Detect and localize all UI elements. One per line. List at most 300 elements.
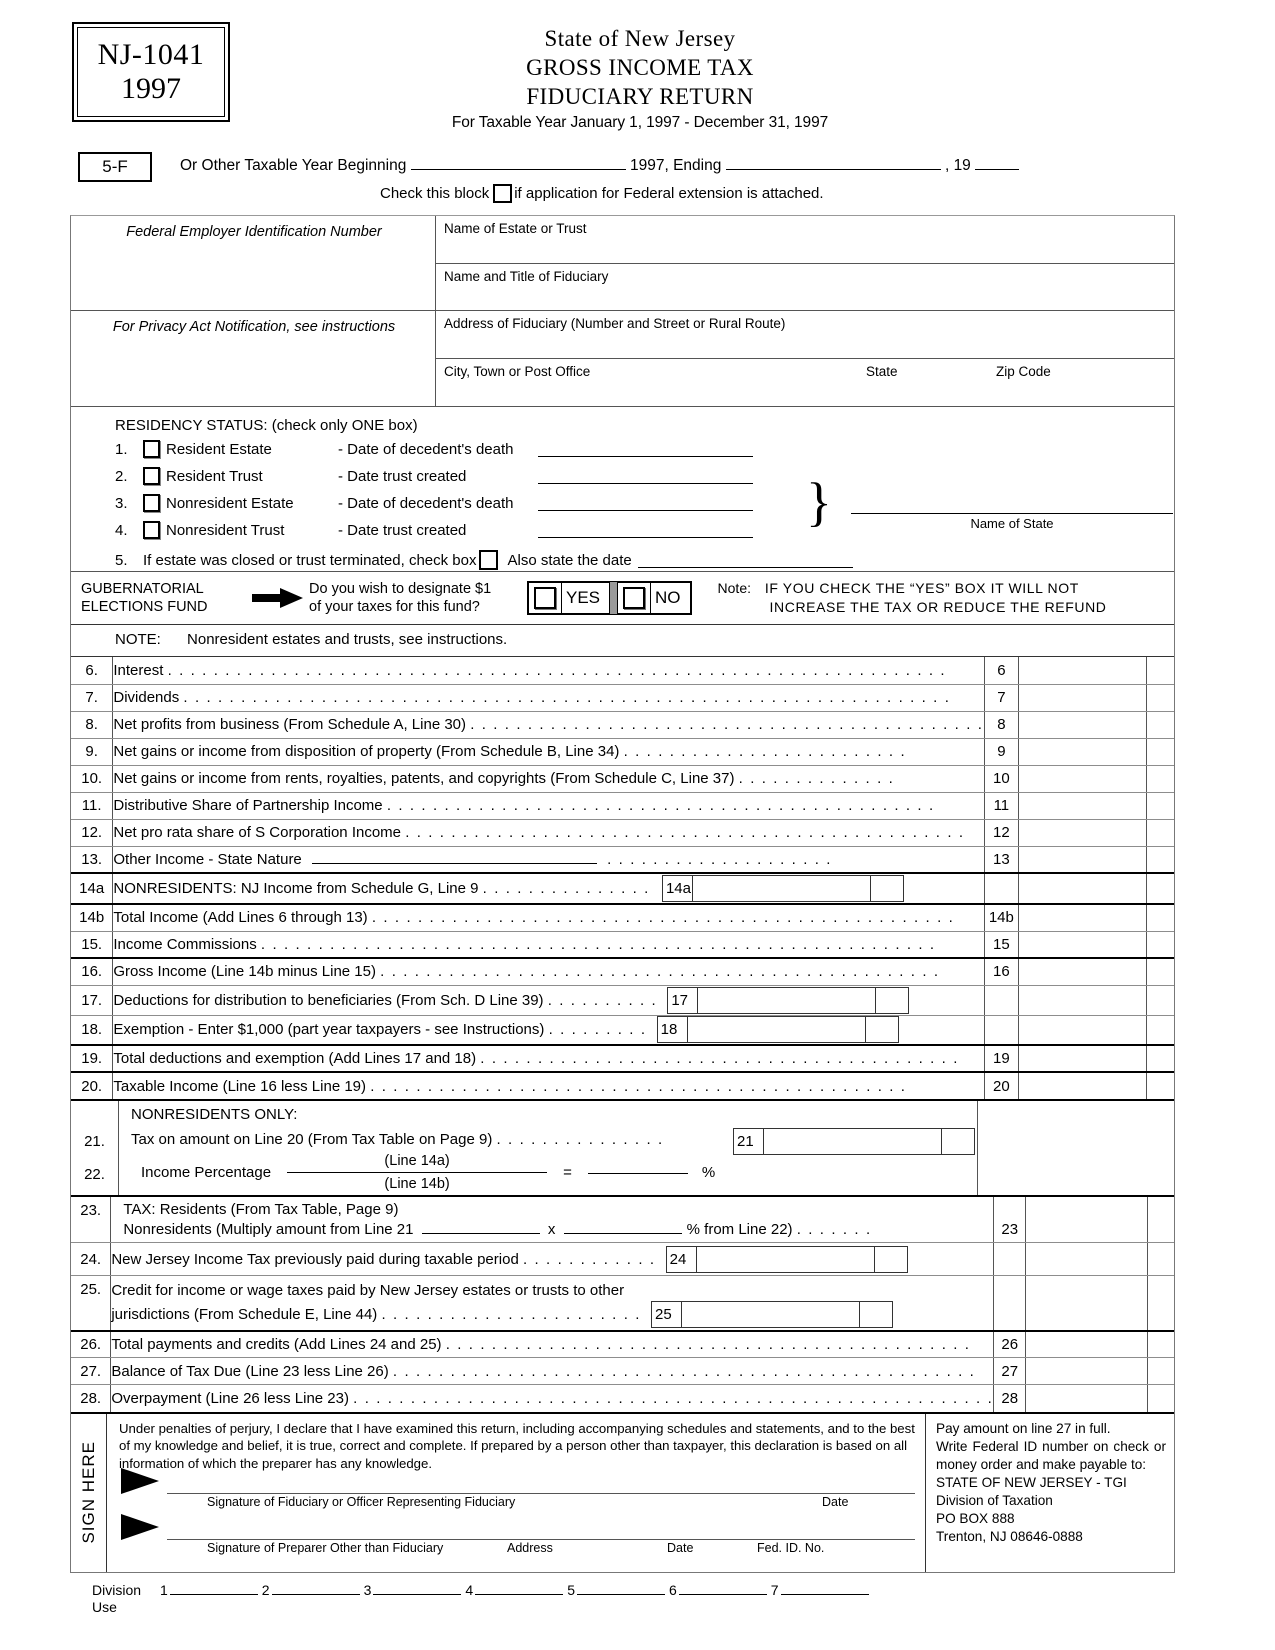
preparer-signature-field[interactable]: [167, 1524, 915, 1540]
cents-field-13[interactable]: [1146, 846, 1174, 873]
amount-field-23[interactable]: [1026, 1197, 1148, 1243]
amount-field-11[interactable]: [1019, 792, 1146, 819]
name-of-fiduciary-cell[interactable]: [436, 264, 1174, 312]
residency-label-3: Nonresident Estate: [166, 494, 294, 512]
fraction-bar: [287, 1172, 547, 1173]
gubernatorial-title-line1: GUBERNATORIAL: [81, 580, 204, 597]
division-use-item-5[interactable]: [567, 1582, 665, 1598]
line-number-17: 17.: [71, 985, 113, 1015]
gubernatorial-note-prefix: Note:: [717, 580, 751, 597]
line-number-21: 21.: [84, 1133, 105, 1150]
amount-blank-24: [1026, 1243, 1148, 1276]
fiduciary-signature-captions: [167, 1494, 915, 1512]
line-desc-18: [113, 1015, 984, 1045]
line23-percent-entry-field[interactable]: [564, 1220, 682, 1234]
gubernatorial-no-option[interactable]: [617, 582, 691, 614]
leader-dots: . . . . . . . . . . . . . .: [738, 770, 895, 787]
identification-block: [71, 216, 1174, 407]
line-number-22: 22.: [84, 1166, 105, 1183]
line-box-number-26: 26: [994, 1331, 1026, 1358]
residency-checkbox-nonresident-trust[interactable]: [143, 521, 160, 539]
amount-field-15[interactable]: [1019, 931, 1146, 958]
line23-multiply-sign: x: [547, 1221, 556, 1238]
amount-field-28[interactable]: [1026, 1385, 1148, 1412]
line-box-number-27: 27: [994, 1358, 1026, 1385]
division-use-num-4: 4: [465, 1582, 474, 1598]
line-desc-text-15: Income Commissions: [113, 935, 257, 953]
inline-amount-field-18[interactable]: [688, 1017, 866, 1042]
leader-dots: . . . . . . . . . . . . . . . . . . . . . . . . . . . . . . . . . . . . . . . . . . . . . . .: [370, 1077, 907, 1095]
name-of-state-group: [851, 500, 1173, 531]
inline-cents-field-17[interactable]: [876, 988, 908, 1013]
income-percentage-label: Income Percentage: [141, 1164, 272, 1181]
line-desc-text-17: Deductions for distribution to beneficiaries (From Sch. D Line 39): [113, 991, 544, 1009]
pay-instruction-line1: Pay amount on line 27 in full.: [936, 1420, 1111, 1436]
pay-pobox: PO BOX 888: [936, 1510, 1015, 1526]
gubernatorial-no-label: NO: [650, 583, 690, 613]
gubernatorial-note-line2: INCREASE THE TAX OR REDUCE THE REFUND: [769, 599, 1107, 615]
cents-field-23[interactable]: [1147, 1197, 1174, 1243]
title-state: State of New Jersey: [544, 26, 736, 51]
division-use-item-6[interactable]: [669, 1582, 767, 1598]
residency-label-1: Resident Estate: [166, 440, 272, 458]
estate-closed-checkbox[interactable]: [479, 550, 498, 570]
leader-dots: . . . . . . . . . . . . . . . . . . . . . . . . . . . . . . . . . . . . . . . . . . . . .: [470, 716, 984, 733]
inline-box-number-17: 17: [668, 988, 698, 1013]
other-year-19-field[interactable]: [975, 155, 1019, 170]
nonresident-note-row: [71, 625, 1174, 657]
residency-checkbox-resident-trust[interactable]: [143, 467, 160, 485]
gubernatorial-yes-checkbox[interactable]: [534, 587, 556, 609]
inline-entry-24[interactable]: [666, 1246, 908, 1273]
income-percentage-result-field[interactable]: [588, 1172, 688, 1174]
cents-field-11[interactable]: [1146, 792, 1174, 819]
line-desc-text-8: Net profits from business (From Schedule A, Line 30): [113, 716, 467, 733]
line-desc-text-6: Interest: [113, 661, 164, 679]
residency-row5-also-label: Also state the date: [507, 551, 632, 569]
leader-dots: . . . . . . . . . . . . . . . . . . . . . . . . . . . . . . . . . . . . . . . . . . . . . . . . .: [380, 963, 940, 981]
gubernatorial-yesno-group: [527, 581, 692, 615]
line23-residents-text: TAX: Residents (From Tax Table, Page 9): [123, 1201, 399, 1218]
table-row: [71, 1385, 1174, 1412]
line-number-14a: 14a: [71, 873, 113, 904]
residency-status-title: RESIDENCY STATUS: (check only ONE box): [115, 417, 418, 434]
line-desc-text-13: Other Income - State Nature: [113, 851, 302, 869]
line-number-9: 9.: [71, 738, 113, 765]
division-use-field-1[interactable]: [170, 1582, 258, 1595]
table-row: [71, 873, 1174, 904]
gubernatorial-note: [718, 579, 1107, 617]
other-year-end-field[interactable]: [726, 155, 941, 170]
table-row: [71, 738, 1174, 765]
estate-closed-date-field[interactable]: [638, 553, 853, 568]
other-year-begin-field[interactable]: [411, 155, 626, 170]
name-of-state-field[interactable]: [851, 500, 1173, 514]
cents-field-10[interactable]: [1146, 765, 1174, 792]
cents-field-6[interactable]: [1146, 657, 1174, 684]
line-box-number-7: 7: [984, 684, 1019, 711]
nonresidents-only-body: [119, 1101, 1174, 1195]
signature-arrow-icon: [119, 1466, 163, 1501]
inline-entry-17[interactable]: [667, 987, 909, 1014]
fraction-denominator: (Line 14b): [384, 1176, 450, 1192]
table-row: [71, 1015, 1174, 1045]
line23-text-a: Nonresidents (Multiply amount from Line 21: [123, 1221, 414, 1238]
nonresidents-only-right-divider: [977, 1101, 978, 1195]
residency-date-label-4: - Date trust created: [338, 521, 467, 539]
fein-label: Federal Employer Identification Number: [126, 224, 382, 240]
amount-blank-17: [1019, 985, 1146, 1015]
federal-extension-checkbox[interactable]: [493, 184, 512, 203]
line-number-28: 28.: [71, 1385, 111, 1412]
preparer-date-caption: Date: [667, 1540, 694, 1555]
preparer-signature-group: [119, 1524, 915, 1558]
line-desc-27: [111, 1358, 994, 1385]
line-desc-text-18: Exemption - Enter $1,000 (part year taxpayers - see Instructions): [113, 1021, 545, 1039]
inline-entry-25[interactable]: [651, 1301, 893, 1328]
cents-field-26[interactable]: [1147, 1331, 1174, 1358]
leader-dots: . . . . . . . . .: [548, 1021, 647, 1039]
form-identifier-box: [72, 22, 230, 122]
line-number-8: 8.: [71, 711, 113, 738]
line-desc-16: [113, 958, 984, 985]
line-desc-text-7: Dividends: [113, 689, 180, 706]
amount-field-6[interactable]: [1019, 657, 1146, 684]
gubernatorial-yes-label: YES: [561, 583, 609, 613]
line-box-spacer-14a: [984, 873, 1019, 904]
line-number-15: 15.: [71, 931, 113, 958]
cents-field-27[interactable]: [1147, 1358, 1174, 1385]
leader-dots: . . . . . . . . . . . . . . . . . . . . . . . . . . . . . . . . . . . . . . . . . . . . . . . . . . . . . . . . . . . . . . . . . . .: [183, 689, 951, 706]
amount-field-19[interactable]: [1019, 1045, 1146, 1072]
line-box-number-13: 13: [984, 846, 1019, 873]
gubernatorial-title-line2: ELECTIONS FUND: [81, 599, 208, 615]
signature-section: [71, 1412, 1174, 1572]
preparer-signature-caption: Signature of Preparer Other than Fiduciary: [207, 1540, 444, 1555]
line-desc-9: [113, 738, 984, 765]
amount-blank-14a: [1019, 873, 1146, 904]
note-label: NOTE:: [115, 631, 161, 648]
line-box-spacer-17: [984, 985, 1019, 1015]
amount-field-27[interactable]: [1026, 1358, 1148, 1385]
amount-field-9[interactable]: [1019, 738, 1146, 765]
other-year-prefix-label: Or Other Taxable Year Beginning: [180, 157, 407, 174]
division-use-label-line2: Use: [92, 1598, 117, 1615]
table-row: [71, 931, 1174, 958]
line-box-number-10: 10: [984, 765, 1019, 792]
city-state-zip-cell[interactable]: [436, 359, 1174, 407]
inline-amount-field-14a[interactable]: [693, 876, 871, 901]
line25-desc-line1: Credit for income or wage taxes paid by New Jersey estates or trusts to other: [111, 1281, 625, 1299]
table-row: [71, 1358, 1174, 1385]
line-number-10: 10.: [71, 765, 113, 792]
residency-num-5: 5.: [115, 551, 128, 569]
line-desc-10: [113, 765, 984, 792]
residency-date-label-3: - Date of decedent's death: [338, 494, 514, 512]
line-desc-6: [113, 657, 984, 684]
gubernatorial-question-line2: of your taxes for this fund?: [309, 599, 480, 615]
residency-checkbox-nonresident-estate[interactable]: [143, 494, 160, 512]
leader-dots: . . . . . . . . . . . . . . . . . . . . . . . . . . . . . . . . . . . . . . . . . .: [480, 1050, 959, 1067]
state-label: State: [866, 363, 898, 379]
line-desc-8: [113, 711, 984, 738]
residency-row-5: [115, 548, 1174, 572]
sign-here-banner: [71, 1414, 107, 1572]
leader-dots: . . . . . . . . . . . . . . .: [482, 880, 650, 897]
extension-prefix-label: Check this block: [380, 185, 490, 202]
table-row: [71, 819, 1174, 846]
line-number-24: 24.: [71, 1243, 111, 1276]
zip-label: Zip Code: [996, 363, 1051, 379]
pay-instruction-line2: Write Federal ID number on check or money order and make payable to:: [936, 1438, 1166, 1472]
line-box-number-11: 11: [984, 792, 1019, 819]
cents-field-9[interactable]: [1146, 738, 1174, 765]
gubernatorial-elections-fund-section: [71, 572, 1174, 625]
form-side-code: 5-F: [78, 152, 152, 182]
division-use-item-3[interactable]: [364, 1582, 462, 1598]
inline-cents-field-24[interactable]: [875, 1247, 907, 1272]
taxable-year-text: For Taxable Year January 1, 1997 - December 31, 1997: [451, 114, 829, 131]
division-use-field-3[interactable]: [373, 1582, 461, 1595]
fiduciary-signature-field[interactable]: [167, 1478, 915, 1494]
name-of-estate-cell[interactable]: [436, 216, 1174, 264]
amount-field-13[interactable]: [1019, 846, 1146, 873]
residency-num-4: 4.: [115, 521, 128, 539]
table-row: [71, 792, 1174, 819]
gubernatorial-title: [75, 580, 247, 616]
line-desc-25: [111, 1276, 994, 1331]
line-desc-13: [113, 846, 984, 873]
residency-date-field-2[interactable]: [538, 469, 753, 484]
amount-field-16[interactable]: [1019, 958, 1146, 985]
division-use-num-3: 3: [363, 1582, 372, 1598]
division-use-field-7[interactable]: [781, 1582, 869, 1595]
leader-dots: . . . . . . . . . . . . . . . . . . . . . . . . .: [623, 743, 907, 760]
pay-city-state-zip: Trenton, NJ 08646-0888: [936, 1528, 1083, 1544]
identification-left-column: [71, 216, 436, 406]
leader-dots: . . . . . . . . . . . . . . . . . . . . . . . . . . . . . . . . . . . . . . . . . . . . . . . . . . . . . . . . . . .: [260, 935, 936, 953]
inline-cents-field-14a[interactable]: [871, 876, 903, 901]
line-number-19: 19.: [71, 1045, 113, 1072]
residency-date-label-2: - Date trust created: [338, 467, 467, 485]
inline-entry-21-wrapper: [733, 1128, 975, 1155]
gubernatorial-no-checkbox[interactable]: [623, 587, 645, 609]
residency-label-2: Resident Trust: [166, 467, 263, 485]
amount-field-10[interactable]: [1019, 765, 1146, 792]
income-percentage-formula: [141, 1153, 715, 1192]
amount-field-26[interactable]: [1026, 1331, 1148, 1358]
cents-field-16[interactable]: [1146, 958, 1174, 985]
division-use-row: [70, 1582, 1180, 1616]
cents-blank-25: [1147, 1276, 1174, 1331]
inline-entry-14a[interactable]: [662, 875, 904, 902]
cents-field-14b[interactable]: [1146, 904, 1174, 931]
line23-nonresidents-text: [111, 1220, 993, 1242]
line-number-6: 6.: [71, 657, 113, 684]
residency-date-label-1: - Date of decedent's death: [338, 440, 514, 458]
line-box-number-23: 23: [994, 1197, 1026, 1243]
other-year-suffix-label: , 19: [944, 157, 971, 174]
line-number-18: 18.: [71, 1015, 113, 1045]
division-use-num-7: 7: [770, 1582, 779, 1598]
division-use-item-4[interactable]: [465, 1582, 563, 1598]
residency-date-field-4[interactable]: [538, 523, 753, 538]
table-row: [71, 1243, 1174, 1276]
inline-cents-field-21[interactable]: [942, 1129, 974, 1154]
inline-entry-21[interactable]: [733, 1128, 975, 1155]
residency-label-4: Nonresident Trust: [166, 521, 285, 539]
line-box-number-8: 8: [984, 711, 1019, 738]
fraction-equals-sign: =: [563, 1164, 572, 1181]
line-number-12: 12.: [71, 819, 113, 846]
line-box-spacer-18: [984, 1015, 1019, 1045]
line-box-spacer-24: [994, 1243, 1026, 1276]
division-use-item-2[interactable]: [262, 1582, 360, 1598]
division-use-field-2[interactable]: [272, 1582, 360, 1595]
table-row: [71, 684, 1174, 711]
fein-cell[interactable]: [71, 216, 435, 311]
line-desc-19: [113, 1045, 984, 1072]
table-row: [71, 1331, 1174, 1358]
city-label: City, Town or Post Office: [444, 363, 591, 379]
line-desc-14a: [113, 873, 984, 904]
form-body-frame: [70, 215, 1175, 1573]
inline-amount-field-21[interactable]: [764, 1129, 942, 1154]
division-use-field-6[interactable]: [679, 1582, 767, 1595]
line-box-number-28: 28: [994, 1385, 1026, 1412]
residency-row5-text: If estate was closed or trust terminated, check box: [143, 551, 477, 569]
line-desc-text-20: Taxable Income (Line 16 less Line 19): [113, 1077, 367, 1095]
income-lines-table: [71, 657, 1174, 1099]
cents-field-28[interactable]: [1147, 1385, 1174, 1412]
amount-field-7[interactable]: [1019, 684, 1146, 711]
cents-field-12[interactable]: [1146, 819, 1174, 846]
division-use-item-1[interactable]: [160, 1582, 258, 1598]
line-number-13: 13.: [71, 846, 113, 873]
residency-num-3: 3.: [115, 494, 128, 512]
cents-field-19[interactable]: [1146, 1045, 1174, 1072]
note-text: Nonresident estates and trusts, see instructions.: [187, 631, 508, 648]
division-use-num-6: 6: [668, 1582, 677, 1598]
line-desc-text-9: Net gains or income from disposition of property (From Schedule B, Line 34): [113, 743, 620, 760]
table-row: [71, 657, 1174, 684]
line-desc-text-24: New Jersey Income Tax previously paid during taxable period: [111, 1250, 519, 1268]
amount-field-12[interactable]: [1019, 819, 1146, 846]
residency-checkbox-resident-estate[interactable]: [143, 440, 160, 458]
inline-box-number-18: 18: [658, 1017, 688, 1042]
amount-blank-25: [1026, 1276, 1148, 1331]
line-box-number-19: 19: [984, 1045, 1019, 1072]
leader-dots: . . . . . . . . . . . . . . . . . . . . . . . . . . . . . . . . . . . . . . . . . . . . . .: [445, 1335, 971, 1353]
pay-division: Division of Taxation: [936, 1492, 1053, 1508]
inline-amount-field-25[interactable]: [682, 1302, 860, 1327]
inline-cents-field-25[interactable]: [860, 1302, 892, 1327]
residency-row-2: [115, 464, 1174, 488]
division-use-num-2: 2: [261, 1582, 270, 1598]
leader-dots: . . . . . . . . . . . . . . . . . . . . . . . . . . . . . . . . . . . . . . . . . . . . . . . . . . . . . . . .: [353, 1389, 994, 1407]
leader-dots: . . . . . . . . . . . .: [522, 1250, 656, 1268]
address-cell[interactable]: [436, 311, 1174, 359]
line-desc-24: [111, 1243, 994, 1276]
inline-cents-field-18[interactable]: [866, 1017, 898, 1042]
fraction-numerator: (Line 14a): [384, 1153, 450, 1169]
leader-dots: . . . . . . . . . . . . . . . . . . . . . . . . . . . . . . . . . . . . . . . . . . . . . . . . .: [405, 824, 965, 841]
line23-amount-entry-field[interactable]: [422, 1220, 540, 1234]
amount-field-14b[interactable]: [1019, 904, 1146, 931]
line-box-number-6: 6: [984, 657, 1019, 684]
line-number-16: 16.: [71, 958, 113, 985]
line-desc-14b: [113, 904, 984, 931]
line-desc-26: [111, 1331, 994, 1358]
line-desc-12: [113, 819, 984, 846]
division-use-num-5: 5: [567, 1582, 575, 1598]
brace-glyph: }: [806, 472, 832, 532]
privacy-notice-label: For Privacy Act Notification, see instructions: [112, 319, 396, 335]
inline-amount-field-24[interactable]: [697, 1247, 875, 1272]
gubernatorial-yes-option[interactable]: [528, 582, 610, 614]
residency-status-section: [71, 407, 1174, 572]
line-desc-text-14a: NONRESIDENTS: NJ Income from Schedule G, Line 9: [113, 880, 479, 897]
perjury-declaration-text: Under penalties of perjury, I declare that I have examined this return, including accompanying schedules and statements, and to the best of my knowledge and belief, it is true, correct and complete. If prepared by a person other than taxpayer, this declaration is based on all information of which the preparer has any knowledge.: [119, 1420, 915, 1472]
right-arrow-icon: [247, 587, 309, 609]
form-header: [0, 0, 1275, 205]
table-row: [71, 904, 1174, 931]
residency-date-field-3[interactable]: [538, 496, 753, 511]
other-income-nature-field[interactable]: [312, 850, 597, 864]
line-desc-23: [111, 1197, 994, 1243]
nonresidents-only-number-column: [71, 1101, 119, 1195]
line-desc-text-27: Balance of Tax Due (Line 23 less Line 26): [111, 1362, 389, 1380]
signature-main-area: [107, 1414, 926, 1572]
line-number-25: 25.: [71, 1276, 111, 1331]
amount-field-20[interactable]: [1019, 1072, 1146, 1099]
line-desc-28: [111, 1385, 994, 1412]
inline-amount-field-17[interactable]: [698, 988, 876, 1013]
cents-blank-14a: [1146, 873, 1174, 904]
amount-field-8[interactable]: [1019, 711, 1146, 738]
name-of-fiduciary-label: Name and Title of Fiduciary: [444, 268, 609, 284]
leader-dots: . . . . . . . . . . . . . . . . . . . . . . .: [381, 1305, 642, 1323]
division-use-field-5[interactable]: [577, 1582, 665, 1595]
cents-field-7[interactable]: [1146, 684, 1174, 711]
cents-field-8[interactable]: [1146, 711, 1174, 738]
line-desc-20: [113, 1072, 984, 1099]
line-number-14b: 14b: [71, 904, 113, 931]
line-desc-11: [113, 792, 984, 819]
leader-dots: . . . . . . . . . . . . . . . . . . . . . . . . . . . . . . . . . . . . . . . . . . . . . . . . . . .: [392, 1362, 976, 1380]
line-box-number-9: 9: [984, 738, 1019, 765]
line-desc-17: [113, 985, 984, 1015]
division-use-item-7[interactable]: [771, 1582, 869, 1598]
privacy-notice-cell: [71, 311, 435, 406]
leader-dots: . . . . . . . . . . . . . . . . . . . . . . . . . . . . . . . . . . . . . . . . . . . . . . . . . . . . . . . . . . . . . . . . . . . .: [167, 661, 947, 679]
cents-field-20[interactable]: [1146, 1072, 1174, 1099]
table-row: [71, 846, 1174, 873]
residency-row-1: [115, 437, 1174, 461]
table-row: [71, 958, 1174, 985]
leader-dots: . . . . . . . . . . . . . . . . . . . .: [607, 851, 833, 869]
form-year: 1997: [121, 72, 181, 105]
form-title-block: [270, 26, 1010, 132]
division-use-field-4[interactable]: [475, 1582, 563, 1595]
residency-date-field-1[interactable]: [538, 442, 753, 457]
cents-blank-17: [1146, 985, 1174, 1015]
pay-payee-name: STATE OF NEW JERSEY - TGI: [936, 1474, 1127, 1490]
inline-entry-18[interactable]: [657, 1016, 899, 1043]
cents-field-15[interactable]: [1146, 931, 1174, 958]
gubernatorial-question-line1: Do you wish to designate $1: [309, 580, 492, 597]
other-taxable-year-row: [180, 155, 1019, 175]
